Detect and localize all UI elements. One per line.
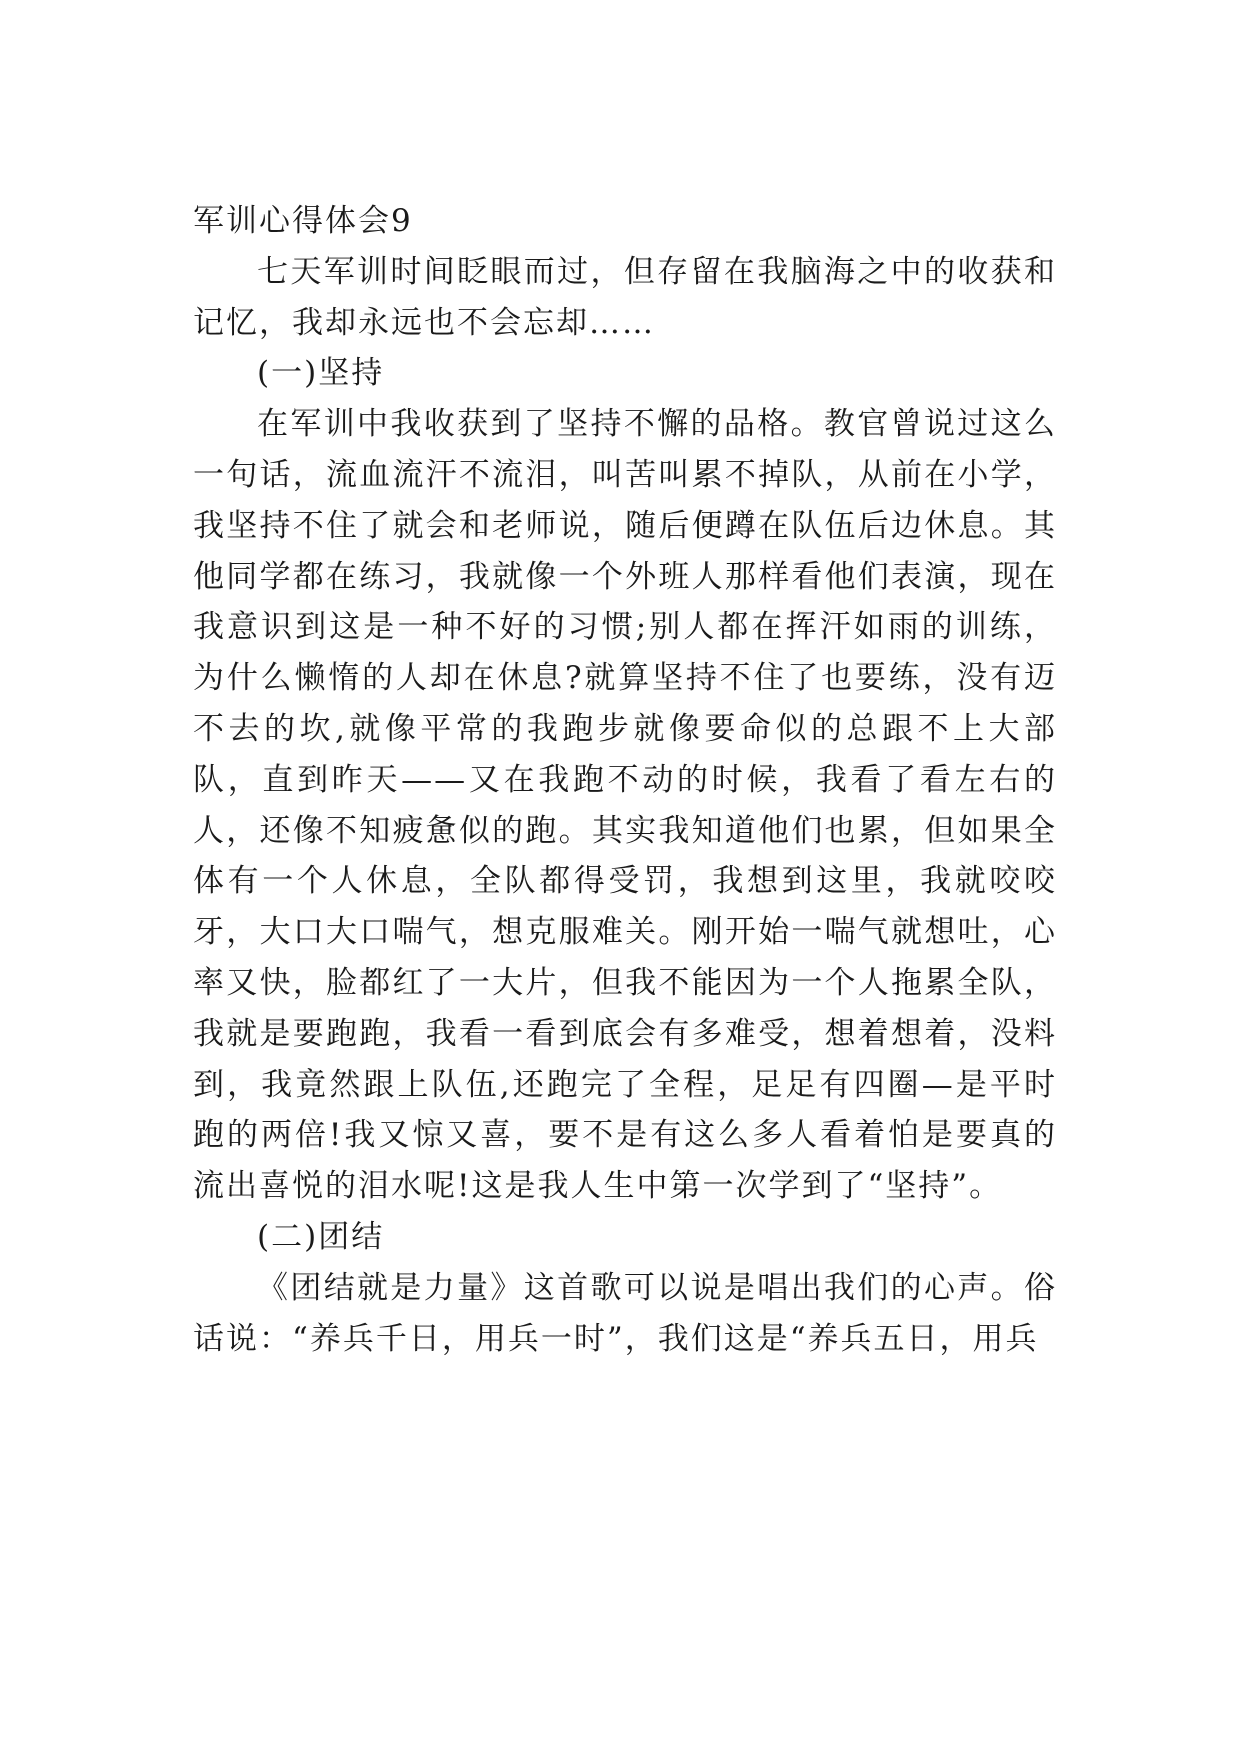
document-title: 军训心得体会9 [193,203,413,239]
intro-paragraph: 七天军训时间眨眼而过，但存留在我脑海之中的收获和记忆，我却永远也不会忘却…… [193,253,1057,341]
section-body-unity: 《团结就是力量》这首歌可以说是唱出我们的心声。俗话说：“养兵千日，用兵一时”，我们这是“养兵五日，用兵 [193,1269,1057,1357]
section-body-persistence: 在军训中我收获到了坚持不懈的品格。教官曾说过这么一句话，流血流汗不流泪，叫苦叫累不掉队，从前在小学，我坚持不住了就会和老师说，随后便蹲在队伍后边休息。其他同学都在练习，我就像一个外班人那样看他们表演，现在我意识到这是一种不好的习惯;别人都在挥汗如雨的训练，为什么懒惰的人却在休息?就算坚持不住了也要练，没有迈不去的坎,就像平常的我跑步就像要命似的总跟不上大部队，直到昨天——又在我跑不动的时候，我看了看左右的人，还像不知疲惫似的跑。其实我知道他们也累，但如果全体有一个人休息，全队都得受罚，我想到这里，我就咬咬牙，大口大口喘气，想克服难关。刚开始一喘气就想吐，心率又快，脸都红了一大片，但我不能因为一个人拖累全队，我就是要跑跑，我看一看到底会有多难受，想着想着，没料到，我竟然跟上队伍,还跑完了全程，足足有四圈—是平时跑的两倍!我又惊又喜，要不是有这么多人看着怕是要真的流出喜悦的泪水呢!这是我人生中第一次学到了“坚持”。 [193,406,1057,1205]
document-page [193,196,1057,1364]
section-heading-persistence: (一)坚持 [257,355,385,392]
section-heading-unity: (二)团结 [257,1218,385,1255]
